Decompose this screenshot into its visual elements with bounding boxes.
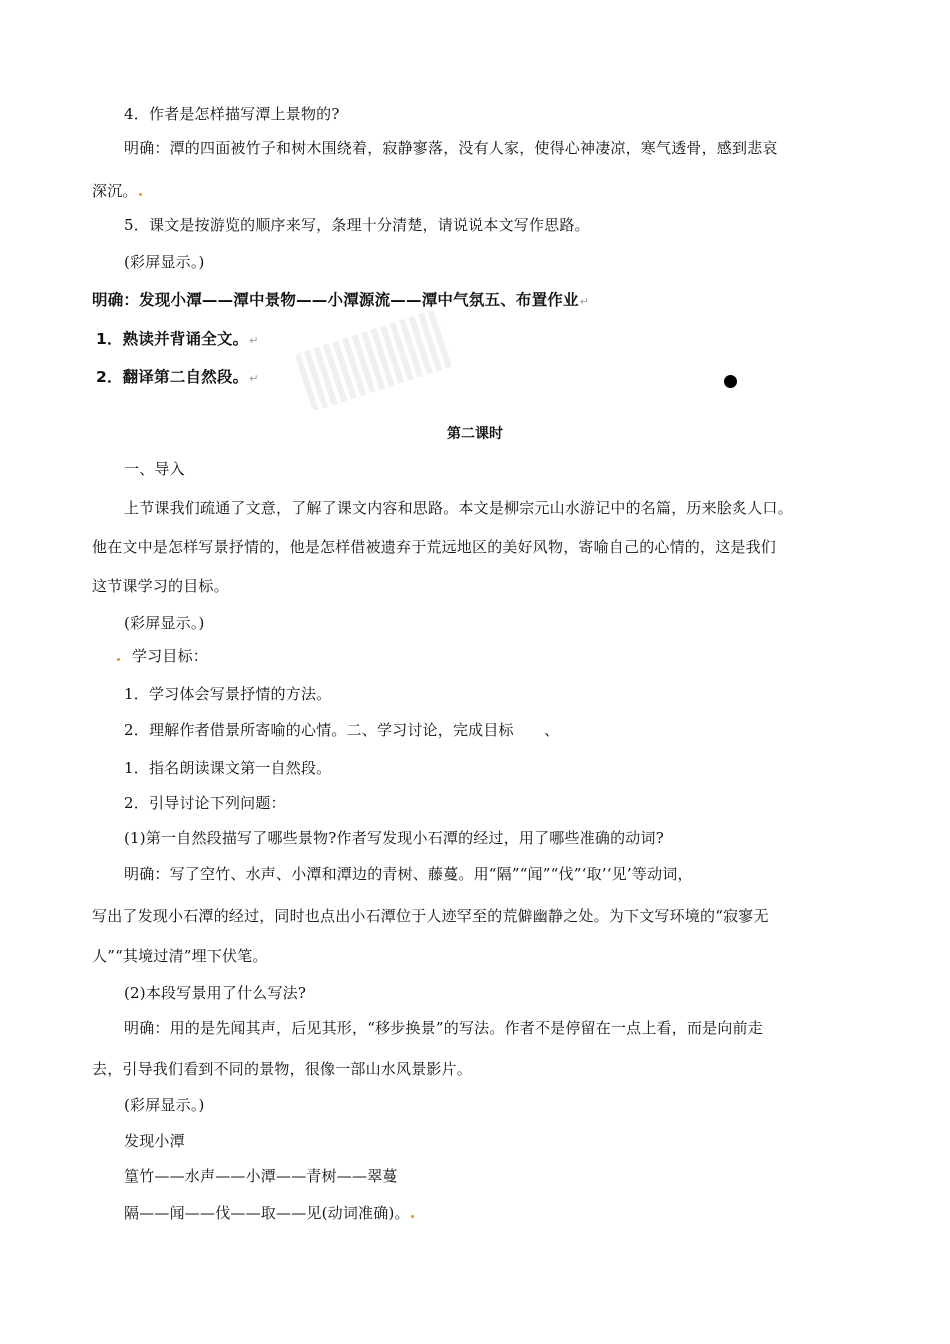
problem-2: (2)本段写景用了什么写法? xyxy=(124,984,307,1002)
goal-title-text: 学习目标： xyxy=(131,647,208,665)
return-mark-icon: ↵ xyxy=(249,372,259,385)
answer-4-line-2 xyxy=(92,181,143,201)
caiping-note-3: (彩屏显示。) xyxy=(124,1096,205,1114)
highlight-dot-icon xyxy=(117,658,120,661)
caiping-note-1: (彩屏显示。) xyxy=(124,253,205,271)
answer-4-line-1: 明确：潭的四面被竹子和树木围绕着，寂静寥落，没有人家，使得心神凄凉，寒气透骨，感到悲哀 xyxy=(124,139,778,157)
step-1: 1．指名朗读课文第一自然段。 xyxy=(124,759,332,777)
question-4: 4．作者是怎样描写潭上景物的? xyxy=(124,105,340,123)
goal-2: 2．理解作者借景所寄喻的心情。二、学习讨论，完成目标 、 xyxy=(124,721,560,739)
faint-watermark xyxy=(294,308,455,411)
problem-1: (1)第一自然段描写了哪些景物?作者写发现小石潭的经过，用了哪些准确的动词? xyxy=(124,829,664,847)
bold-summary-text: 明确：发现小潭——潭中景物——小潭源流——潭中气氛五、布置作业 xyxy=(92,291,579,309)
problem-1-answer-line-3: 人”“其境过清”埋下伏笔。 xyxy=(92,947,268,965)
bullet-dot-icon xyxy=(724,375,737,388)
bold-summary xyxy=(92,290,589,312)
section-intro-title: 一、导入 xyxy=(124,460,185,478)
highlight-dot-icon xyxy=(139,193,142,196)
problem-1-answer-line-1: 明确：写了空竹、水声、小潭和潭边的青树、藤蔓。用“隔”“闻”“伐”‘取’‘见’等动词， xyxy=(124,865,693,883)
return-mark-icon: ↵ xyxy=(579,295,590,308)
verb-chain xyxy=(124,1203,415,1223)
homework-2 xyxy=(96,367,259,389)
verb-chain-text: 隔——闻——伐——取——见(动词准确)。 xyxy=(124,1204,410,1222)
answer-4-text: 深沉。 xyxy=(92,182,138,200)
goal-1: 1．学习体会写景抒情的方法。 xyxy=(124,685,332,703)
scenery-chain: 篁竹——水声——小潭——青树——翠蔓 xyxy=(124,1167,398,1185)
problem-2-answer-line-2: 去，引导我们看到不同的景物，很像一部山水风景影片。 xyxy=(92,1060,473,1078)
problem-2-answer-line-1: 明确：用的是先闻其声，后见其形，“移步换景”的写法。作者不是停留在一点上看，而是向前走 xyxy=(124,1019,763,1037)
return-mark-icon: ↵ xyxy=(249,334,259,347)
homework-2-text: 2．翻译第二自然段。 xyxy=(96,368,249,386)
homework-1 xyxy=(96,329,259,351)
question-5: 5．课文是按游览的顺序来写，条理十分清楚，请说说本文写作思路。 xyxy=(124,216,590,234)
homework-1-text: 1．熟读并背诵全文。 xyxy=(96,330,249,348)
step-2: 2．引导讨论下列问题： xyxy=(124,794,286,812)
intro-line-3: 这节课学习的目标。 xyxy=(92,577,229,595)
problem-1-answer-line-2: 写出了发现小石潭的经过，同时也点出小石潭位于人迹罕至的荒僻幽静之处。为下文写环境的“寂寥无 xyxy=(92,907,769,925)
highlight-dot-icon xyxy=(411,1215,414,1218)
section-heading: 第二课时 xyxy=(447,426,503,442)
intro-line-1: 上节课我们疏通了文意，了解了课文内容和思路。本文是柳宗元山水游记中的名篇，历来脍炙人口。 xyxy=(124,499,793,517)
goal-title xyxy=(116,646,208,666)
find-pond: 发现小潭 xyxy=(124,1132,185,1150)
intro-line-2: 他在文中是怎样写景抒情的，他是怎样借被遗弃于荒远地区的美好风物，寄喻自己的心情的，这是我们 xyxy=(92,538,777,556)
caiping-note-2: (彩屏显示。) xyxy=(124,614,205,632)
